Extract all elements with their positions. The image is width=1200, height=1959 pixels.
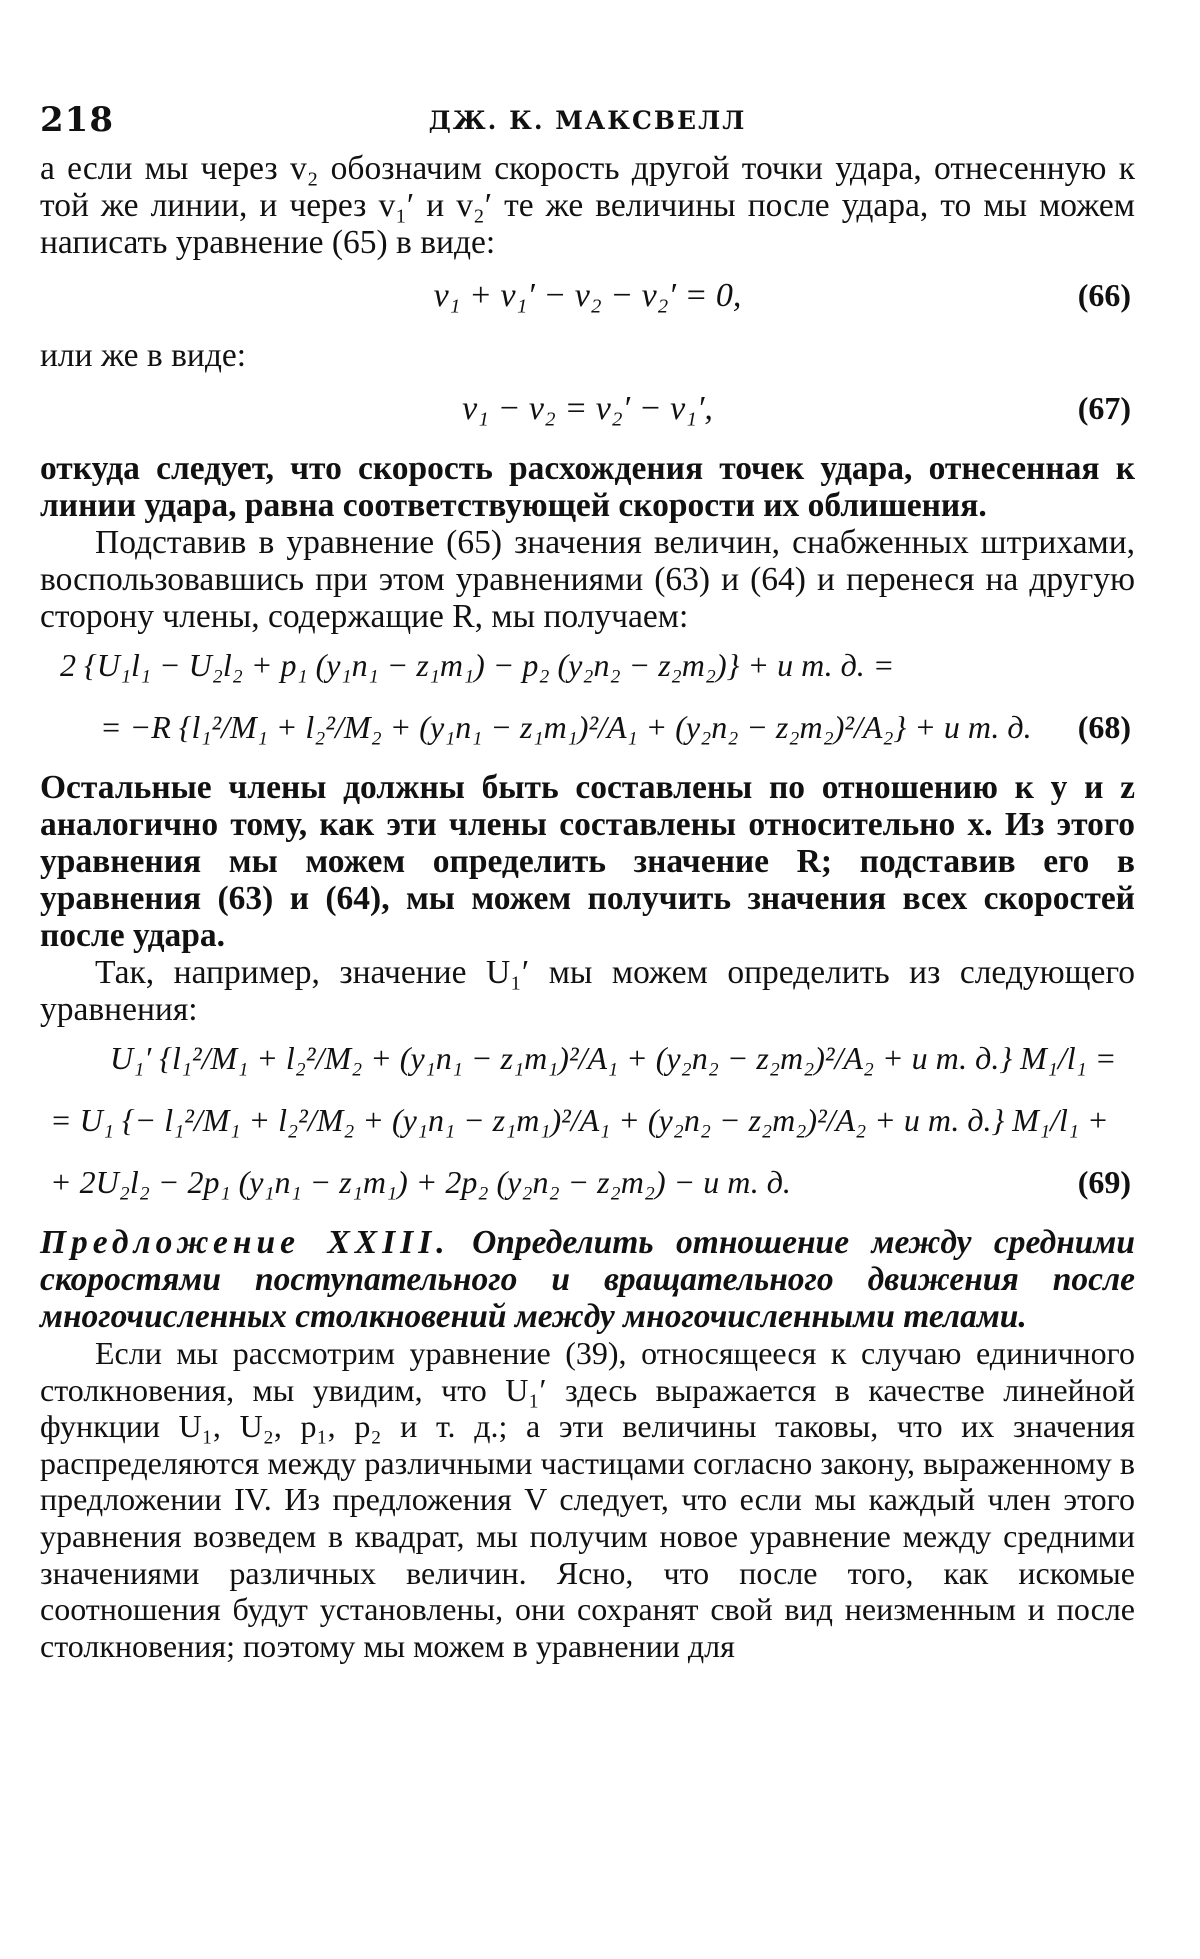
equation-68-line-1 <box>40 635 1135 697</box>
paragraph-substitution: Подставив в уравнение (65) значения величин, снабженных штрихами, воспользовавшись при этом уравнениями (63) и (64) и перенеся на другую сторону члены, содержащие R, мы получаем: <box>40 524 1135 635</box>
equation-67-expression: v₁ − v₂ = v₂′ − v₁′, <box>462 390 713 427</box>
running-title: ДЖ. К. МАКСВЕЛЛ <box>428 106 747 135</box>
running-head <box>40 100 1135 150</box>
equation-66-number: (66) <box>1077 277 1131 313</box>
proposition-text: Определить отношение между средними скоростями поступательного и вращательного движения после многочисленных столкновений между многочисленными телами. <box>40 1224 1135 1335</box>
equation-68-line-2-expression: = −R {l₁²/M₁ + l₂²/M₂ + (y₁n₁ − z₁m₁)²/A₁ + (y₂n₂ − z₂m₂)²/A₂} + и т. д. <box>100 709 1032 745</box>
book-page <box>40 100 1135 1664</box>
equation-67-number: (67) <box>1077 390 1131 426</box>
page-number: 218 <box>40 100 114 140</box>
equation-69-line-2 <box>40 1090 1135 1152</box>
proposition-label: Предложение XXIII. <box>40 1224 450 1261</box>
paragraph-intro: а если мы через v₂ обозначим скорость другой точки удара, отнесенную к той же линии, и через v₁′ и v₂′ те же величины после удара, то мы можем написать уравнение (65) в виде: <box>40 150 1135 261</box>
spacer <box>40 759 1135 769</box>
equation-68-line-1-expression: 2 {U₁l₁ − U₂l₂ + p₁ (y₁n₁ − z₁m₁) − p₂ (y₂n₂ − z₂m₂)} + и т. д. = <box>60 647 895 683</box>
equation-69-line-3 <box>40 1152 1135 1214</box>
paragraph-conclusion: откуда следует, что скорость расхождения точек удара, отнесенная к линии удара, равна соответствующей скорости их облишения. <box>40 450 1135 524</box>
spacer <box>40 1214 1135 1224</box>
equation-69-line-2-expression: = U₁ {− l₁²/M₁ + l₂²/M₂ + (y₁n₁ − z₁m₁)²/A₁ + (y₂n₂ − z₂m₂)²/A₂ + и т. д.} M₁/l₁ + <box>50 1102 1109 1138</box>
equation-68-number: (68) <box>1077 709 1131 745</box>
equation-66-expression: v₁ + v₁′ − v₂ − v₂′ = 0, <box>433 277 742 314</box>
equation-69-line-1-expression: U₁′ {l₁²/M₁ + l₂²/M₂ + (y₁n₁ − z₁m₁)²/A₁ + (y₂n₂ − z₂m₂)²/A₂ + и т. д.} M₁/l₁ = <box>110 1040 1117 1076</box>
equation-67 <box>40 374 1135 450</box>
paragraph-remaining-terms: Остальные члены должны быть составлены по отношению к y и z аналогично тому, как эти члены составлены относительно x. Из этого уравнения мы можем определить значение R; подставив его в уравнения (63) и (64), мы можем получить значения всех скоростей после удара. <box>40 769 1135 954</box>
equation-69-line-1 <box>40 1028 1135 1090</box>
equation-68-line-2 <box>40 697 1135 759</box>
equation-69-line-3-expression: + 2U₂l₂ − 2p₁ (y₁n₁ − z₁m₁) + 2p₂ (y₂n₂ − z₂m₂) − и т. д. <box>50 1164 791 1200</box>
paragraph-or-form: или же в виде: <box>40 337 247 374</box>
equation-69-number: (69) <box>1077 1164 1131 1200</box>
proposition-23 <box>40 1224 1135 1335</box>
equation-66 <box>40 261 1135 337</box>
paragraph-example: Так, например, значение U₁′ мы можем определить из следующего уравнения: <box>40 954 1135 1028</box>
paragraph-single-collision: Если мы рассмотрим уравнение (39), относящееся к случаю единичного столкновения, мы увидим, что U₁′ здесь выражается в качестве линейной функции U₁, U₂, p₁, p₂ и т. д.; а эти величины таковы, что их значения распределяются между различными частицами согласно закону, выраженному в предложении IV. Из предложения V следует, что если мы каждый член этого уравнения возведем в квадрат, мы получим новое уравнение между средними значениями различных величин. Ясно, что после того, как искомые соотношения будут установлены, они сохранят свой вид неизменным и после столкновения; поэтому мы можем в уравнении для <box>40 1335 1135 1664</box>
